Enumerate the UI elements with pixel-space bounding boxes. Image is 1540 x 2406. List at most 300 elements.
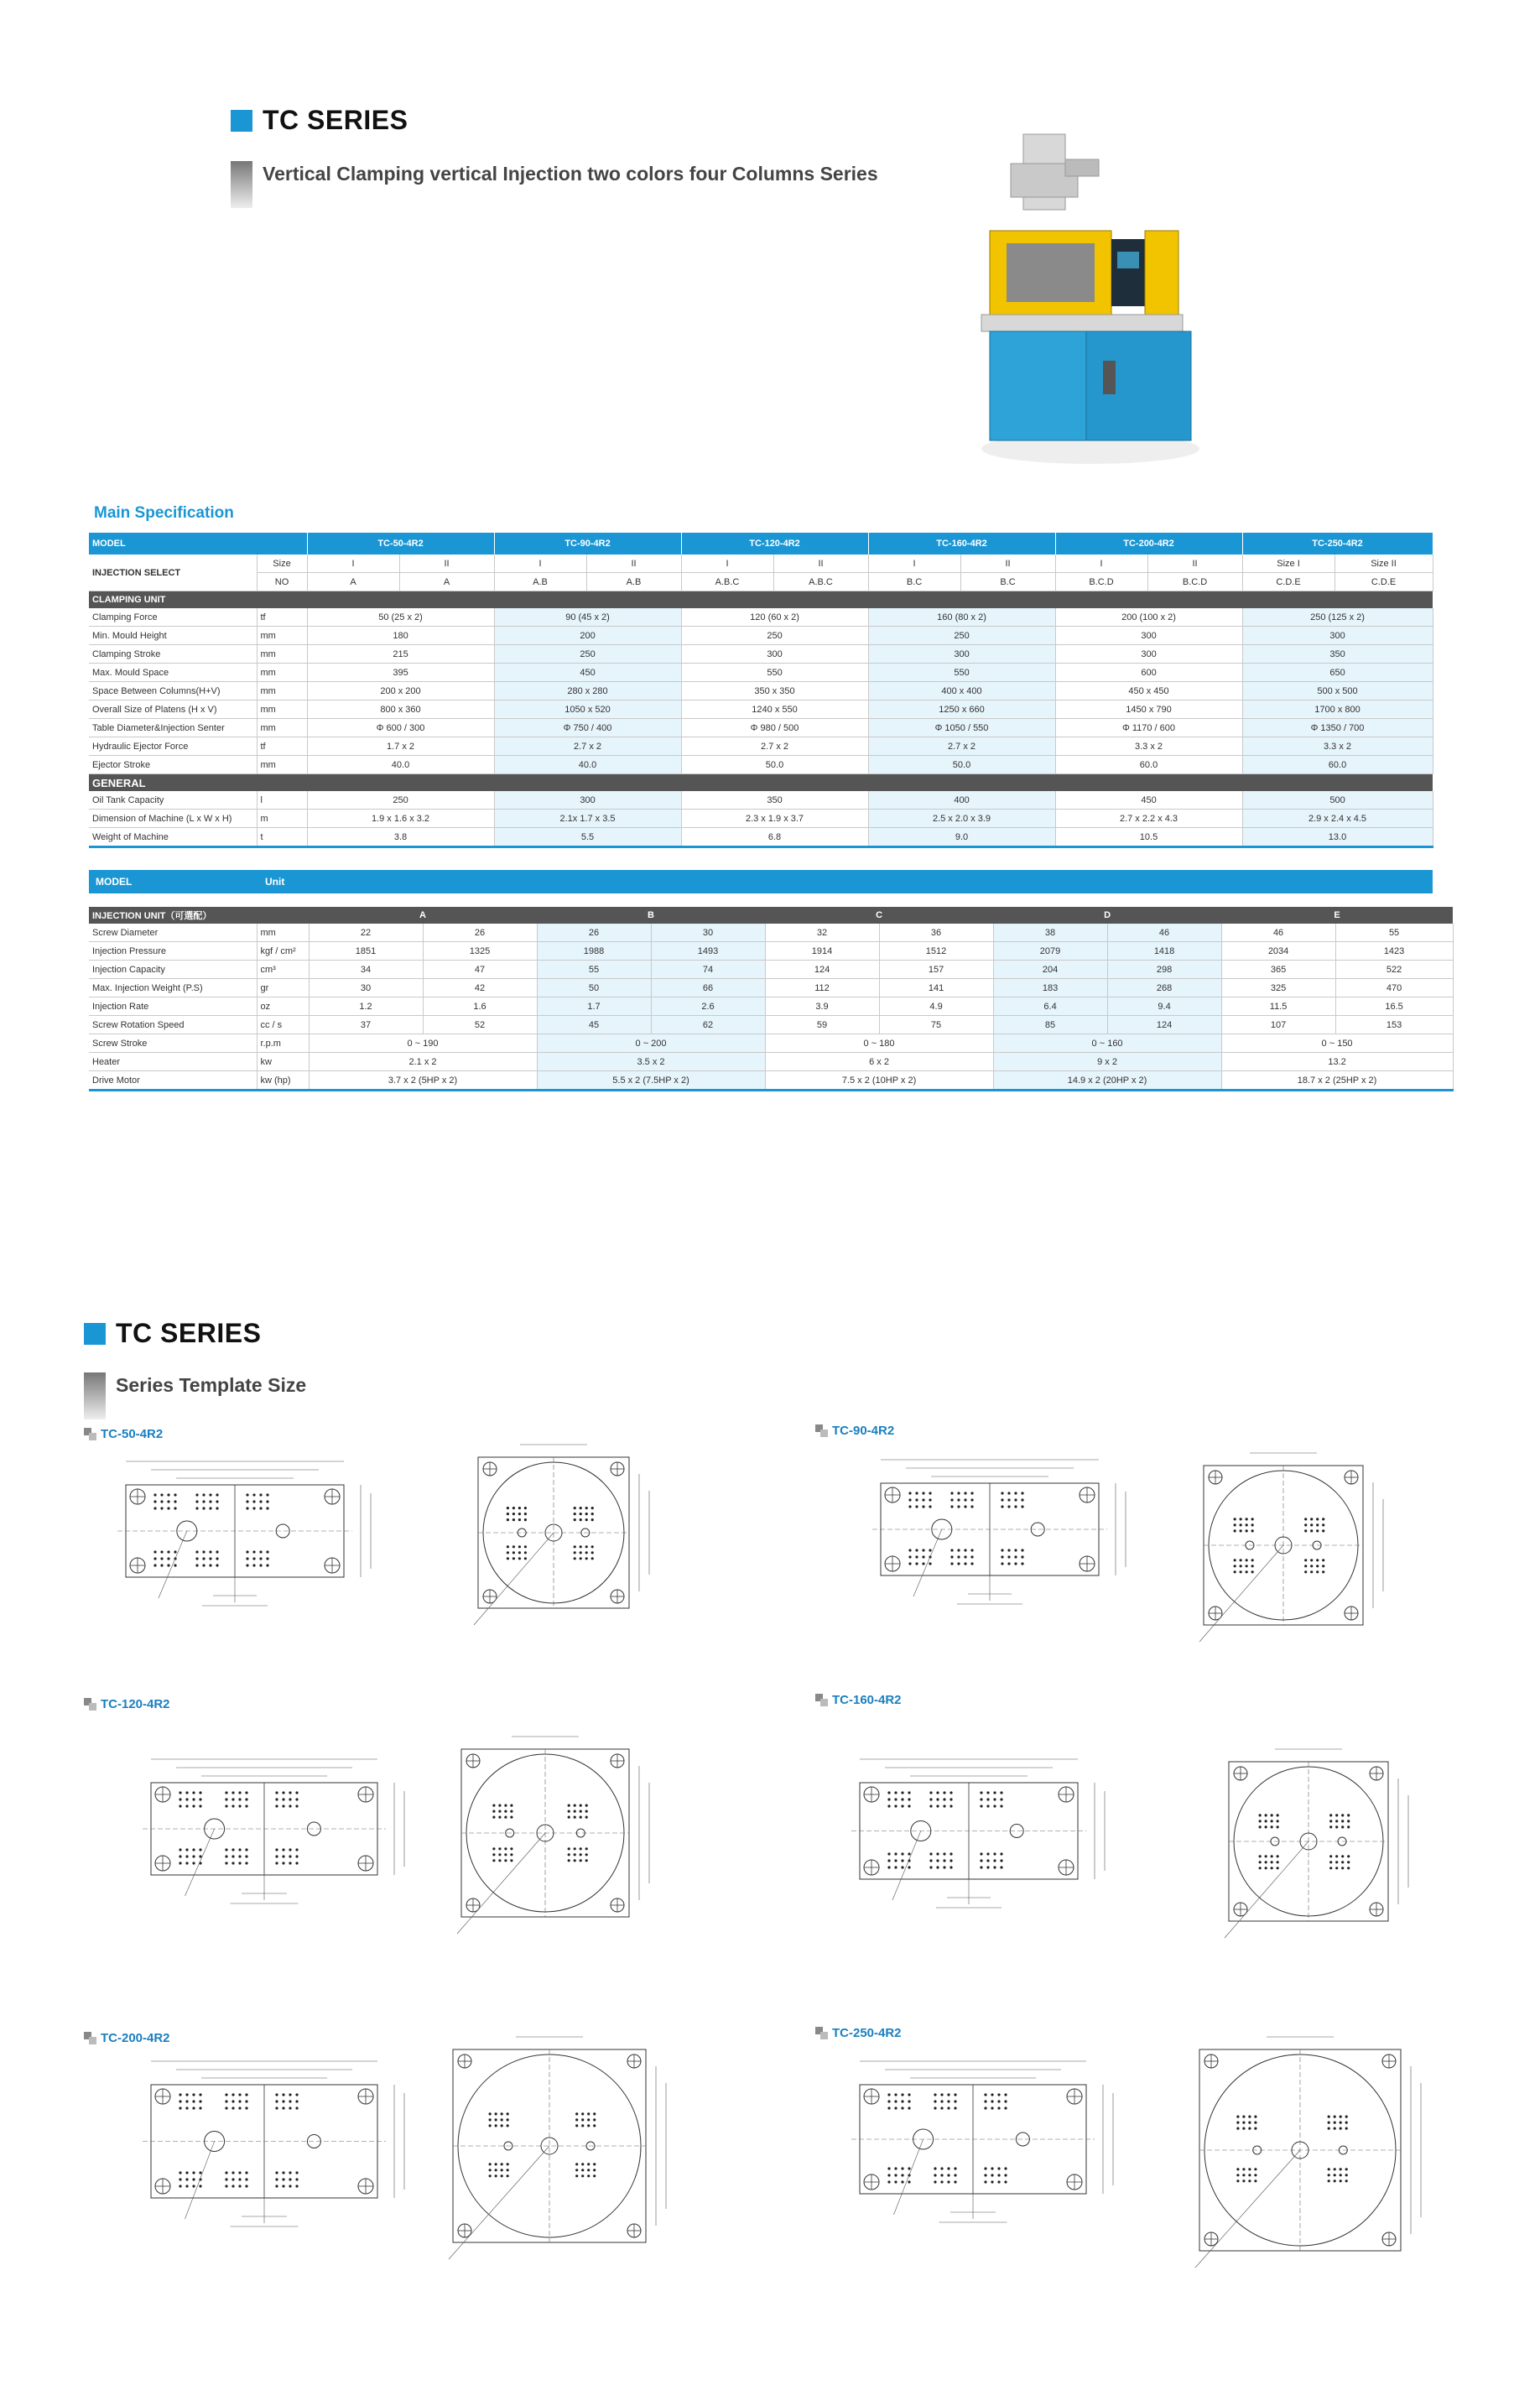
injection-value: 470 <box>1335 979 1453 997</box>
injection-value: 26 <box>537 924 651 942</box>
spec-value: 250 <box>307 791 494 810</box>
mould-hole <box>518 1545 521 1548</box>
mould-hole <box>1271 1867 1273 1869</box>
mould-hole <box>153 1493 156 1496</box>
mould-hole <box>289 1798 291 1800</box>
mould-hole <box>275 1798 278 1800</box>
mould-hole <box>1248 2122 1251 2124</box>
mould-hole <box>887 1859 890 1862</box>
mould-hole <box>574 1518 576 1521</box>
mould-hole <box>275 2107 278 2109</box>
size-cell: I <box>868 555 960 573</box>
mould-hole <box>894 1798 897 1800</box>
injection-value: 2079 <box>993 942 1107 961</box>
mould-hole <box>1248 2179 1251 2182</box>
group-header: A <box>309 907 537 924</box>
mould-hole <box>901 1859 903 1862</box>
mould-hole <box>289 1848 291 1851</box>
mould-hole <box>1001 1492 1003 1494</box>
spec-value: 400 <box>868 791 1055 810</box>
mould-hole <box>179 1798 181 1800</box>
mould-hole <box>507 2112 509 2115</box>
mould-hole <box>1251 1518 1254 1520</box>
injection-value: 1.7 <box>537 997 651 1016</box>
mould-hole <box>282 2107 284 2109</box>
mould-hole <box>498 1804 501 1807</box>
mould-hole <box>275 1855 278 1857</box>
mould-hole <box>1345 2174 1348 2176</box>
mould-hole <box>575 2124 578 2127</box>
mould-hole <box>501 2169 503 2171</box>
mould-hole <box>225 2185 227 2187</box>
injection-row <box>89 961 1453 979</box>
mould-hole <box>1277 1825 1279 1828</box>
mould-hole <box>1304 1565 1307 1567</box>
mould-hole <box>232 1798 234 1800</box>
mould-hole <box>1310 1570 1313 1573</box>
spec-value: 40.0 <box>307 756 494 774</box>
injection-row-unit: kw (hp) <box>257 1071 309 1091</box>
mould-hole <box>507 2169 509 2171</box>
mould-hole <box>492 1853 495 1856</box>
mould-hole <box>289 2185 291 2187</box>
mould-hole <box>574 1816 576 1819</box>
mould-hole <box>949 1791 952 1794</box>
drawing-bullet-icon <box>84 1698 97 1711</box>
mould-hole <box>295 1804 298 1807</box>
mould-hole <box>507 1557 509 1560</box>
spec-row <box>89 756 1433 774</box>
mould-hole <box>887 2174 890 2176</box>
mould-hole <box>209 1507 211 1509</box>
mould-hole <box>997 2174 1000 2176</box>
mould-hole <box>980 1852 982 1855</box>
injection-value: 325 <box>1221 979 1335 997</box>
mould-hole <box>174 1564 176 1566</box>
mould-hole <box>993 1804 996 1807</box>
mould-hole <box>908 1505 911 1508</box>
mould-hole <box>289 2107 291 2109</box>
mould-hole <box>1271 1820 1273 1822</box>
spec-value: 1.7 x 2 <box>307 737 494 756</box>
injection-value: 5.5 x 2 (7.5HP x 2) <box>537 1071 765 1091</box>
mould-hole <box>950 1555 953 1558</box>
spec-value: 300 <box>681 645 868 664</box>
spec-row-unit: mm <box>257 645 307 664</box>
spec-value: 450 <box>1055 791 1242 810</box>
section2-subheading <box>84 1372 306 1419</box>
drawing-label-tc90 <box>815 1424 894 1438</box>
injection-row-label: Injection Capacity <box>89 961 257 979</box>
injection-row-label: Injection Rate <box>89 997 257 1016</box>
mould-hole <box>1242 2179 1245 2182</box>
mould-hole <box>275 2100 278 2102</box>
mould-hole <box>209 1493 211 1496</box>
mould-hole <box>225 1848 227 1851</box>
mould-hole <box>947 2093 949 2096</box>
injection-row-unit: r.p.m <box>257 1034 309 1053</box>
mould-hole <box>160 1564 163 1566</box>
mould-hole <box>574 1557 576 1560</box>
mould-hole <box>593 2118 596 2121</box>
mould-hole <box>1328 2174 1330 2176</box>
spec-row <box>89 627 1433 645</box>
mould-hole <box>1329 1820 1332 1822</box>
spec-row-unit: mm <box>257 756 307 774</box>
mould-hole <box>940 2174 943 2176</box>
spec-value: 600 <box>1055 664 1242 682</box>
mould-hole <box>894 1804 897 1807</box>
injection-value: 55 <box>1335 924 1453 942</box>
mould-hole <box>1271 1861 1273 1863</box>
model-header: TC-250-4R2 <box>1242 533 1433 555</box>
mould-hole <box>943 1859 945 1862</box>
mould-hole <box>986 1791 989 1794</box>
mould-hole <box>574 1853 576 1856</box>
injection-value: 1.2 <box>309 997 423 1016</box>
mould-hole <box>524 1557 527 1560</box>
mould-hole <box>295 2185 298 2187</box>
mould-hole <box>1246 1570 1248 1573</box>
mould-hole <box>185 2107 188 2109</box>
mould-hole <box>1341 1820 1344 1822</box>
mould-hole <box>153 1500 156 1502</box>
mould-hole <box>1347 1814 1350 1816</box>
injection-value: 52 <box>423 1016 537 1034</box>
mould-hole <box>266 1507 268 1509</box>
mould-hole <box>209 1557 211 1560</box>
mould-hole <box>1259 1825 1262 1828</box>
mould-hole <box>492 1810 495 1813</box>
group-header: D <box>993 907 1221 924</box>
injection-row-unit: mm <box>257 924 309 942</box>
mould-hole <box>949 1852 952 1855</box>
mould-hole <box>957 1555 960 1558</box>
group-header: E <box>1221 907 1453 924</box>
leader-line <box>892 1831 921 1901</box>
mould-hole <box>1001 1505 1003 1508</box>
mould-hole <box>1240 1529 1242 1532</box>
mould-hole <box>266 1557 268 1560</box>
mould-hole <box>216 1500 218 1502</box>
spec-value: 1240 x 550 <box>681 700 868 719</box>
model-row <box>89 533 1433 555</box>
mould-hole <box>216 1507 218 1509</box>
mould-hole <box>495 2124 497 2127</box>
spec-value: Φ 1050 / 550 <box>868 719 1055 737</box>
spec-value: Φ 750 / 400 <box>494 719 681 737</box>
mould-hole <box>568 1853 570 1856</box>
mould-hole <box>591 1551 594 1554</box>
spec-value: 3.3 x 2 <box>1055 737 1242 756</box>
table-drawing-tc120 <box>445 1728 663 1955</box>
mould-hole <box>580 1551 582 1554</box>
mould-hole <box>901 1866 903 1868</box>
injection-value: 37 <box>309 1016 423 1034</box>
injection-row-label: Screw Stroke <box>89 1034 257 1053</box>
mould-hole <box>192 1862 195 1864</box>
spec-row <box>89 700 1433 719</box>
mould-hole <box>575 2174 578 2177</box>
mould-hole <box>1014 1562 1017 1565</box>
mould-hole <box>510 1847 512 1850</box>
mould-hole <box>964 1555 966 1558</box>
injection-value: 6 x 2 <box>765 1053 993 1071</box>
injection-row-unit: gr <box>257 979 309 997</box>
mould-hole <box>1234 1523 1236 1526</box>
mould-hole <box>934 2174 936 2176</box>
mould-hole <box>195 1557 198 1560</box>
mould-hole <box>1000 1866 1002 1868</box>
mould-hole <box>1236 2168 1239 2170</box>
injection-value: 3.5 x 2 <box>537 1053 765 1071</box>
spec-row-unit: l <box>257 791 307 810</box>
mould-hole <box>199 1798 201 1800</box>
mould-hole <box>1236 2127 1239 2130</box>
mould-hole <box>1242 2127 1245 2130</box>
mould-hole <box>245 2100 247 2102</box>
no-cell: C.D.E <box>1242 573 1334 591</box>
mould-hole <box>225 1804 227 1807</box>
spec-value: 250 <box>681 627 868 645</box>
mould-hole <box>1277 1820 1279 1822</box>
mould-hole <box>275 2171 278 2174</box>
spec-value: 2.5 x 2.0 x 3.9 <box>868 810 1055 828</box>
mould-hole <box>1265 1855 1267 1857</box>
mould-hole <box>980 1791 982 1794</box>
mould-hole <box>185 1804 188 1807</box>
mould-hole <box>199 2100 201 2102</box>
spec-value: 300 <box>494 791 681 810</box>
mould-hole <box>232 2178 234 2180</box>
mould-hole <box>954 2100 956 2102</box>
mould-hole <box>167 1557 169 1560</box>
mould-hole <box>1341 1861 1344 1863</box>
mould-hole <box>915 1492 918 1494</box>
mould-hole <box>282 2185 284 2187</box>
mould-hole <box>908 2107 910 2109</box>
platen-drawing-tc160 <box>843 1749 1120 1921</box>
mould-hole <box>970 1505 973 1508</box>
mould-hole <box>887 1791 890 1794</box>
model-unit-bar <box>89 870 1433 893</box>
model-header: TC-120-4R2 <box>681 533 868 555</box>
spec-value: 6.8 <box>681 828 868 847</box>
mould-hole <box>984 2174 986 2176</box>
spec-value: 13.0 <box>1242 828 1433 847</box>
mould-hole <box>936 1859 939 1862</box>
mould-hole <box>179 2107 181 2109</box>
injection-value: 1.6 <box>423 997 537 1016</box>
mould-hole <box>289 1855 291 1857</box>
mould-hole <box>1248 2168 1251 2170</box>
mould-hole <box>1340 2127 1342 2130</box>
mould-hole <box>587 2174 590 2177</box>
mould-hole <box>954 2167 956 2169</box>
spec-value: 50 (25 x 2) <box>307 608 494 627</box>
mould-hole <box>1271 1855 1273 1857</box>
injection-value: 13.2 <box>1221 1053 1453 1071</box>
spec-value: 10.5 <box>1055 828 1242 847</box>
mould-hole <box>160 1493 163 1496</box>
mould-hole <box>1004 2180 1007 2183</box>
mould-hole <box>507 2174 509 2177</box>
mould-hole <box>498 1847 501 1850</box>
mould-hole <box>518 1518 521 1521</box>
spec-row-label: Dimension of Machine (L x W x H) <box>89 810 257 828</box>
mould-hole <box>915 1555 918 1558</box>
mould-hole <box>934 2180 936 2183</box>
spec-value: 60.0 <box>1242 756 1433 774</box>
mould-hole <box>943 1866 945 1868</box>
mould-hole <box>492 1804 495 1807</box>
mould-hole <box>1000 1852 1002 1855</box>
injection-value: 11.5 <box>1221 997 1335 1016</box>
no-cell: B.C.D <box>1055 573 1147 591</box>
mould-hole <box>1316 1570 1319 1573</box>
mould-hole <box>593 2124 596 2127</box>
injection-value: 3.9 <box>765 997 879 1016</box>
injection-row-unit: cm³ <box>257 961 309 979</box>
injection-value: 74 <box>651 961 765 979</box>
mould-hole <box>1265 1814 1267 1816</box>
mould-hole <box>492 1859 495 1862</box>
mould-hole <box>580 1513 582 1515</box>
unit-bar-label: Unit <box>265 876 285 888</box>
mould-hole <box>266 1500 268 1502</box>
injection-row-label: Injection Pressure <box>89 942 257 961</box>
mould-hole <box>1277 1814 1279 1816</box>
mould-hole <box>282 1804 284 1807</box>
mould-hole <box>510 1810 512 1813</box>
mould-hole <box>245 2178 247 2180</box>
mould-hole <box>1316 1529 1319 1532</box>
mould-hole <box>587 2112 590 2115</box>
mould-hole <box>295 2107 298 2109</box>
mould-hole <box>887 1866 890 1868</box>
mould-hole <box>940 2100 943 2102</box>
mould-hole <box>1000 1791 1002 1794</box>
mould-hole <box>232 2100 234 2102</box>
mould-hole <box>1251 1565 1254 1567</box>
mould-hole <box>1341 1825 1344 1828</box>
mould-hole <box>1240 1565 1242 1567</box>
leader-line <box>1195 2150 1300 2268</box>
mould-hole <box>1347 1825 1350 1828</box>
injection-value: 47 <box>423 961 537 979</box>
injection-row <box>89 1053 1453 1071</box>
mould-hole <box>1277 1855 1279 1857</box>
spec-row <box>89 791 1433 810</box>
mould-hole <box>901 2100 903 2102</box>
mould-hole <box>908 1798 910 1800</box>
mould-hole <box>1335 1867 1338 1869</box>
mould-hole <box>252 1507 255 1509</box>
mould-hole <box>246 1493 248 1496</box>
spec-row-label: Hydraulic Ejector Force <box>89 737 257 756</box>
spec-value: 1050 x 520 <box>494 700 681 719</box>
mould-hole <box>587 2124 590 2127</box>
injection-value: 141 <box>879 979 993 997</box>
mould-hole <box>295 2100 298 2102</box>
mould-hole <box>1014 1505 1017 1508</box>
mould-hole <box>980 1866 982 1868</box>
injection-value: 1325 <box>423 942 537 961</box>
mould-hole <box>585 1810 588 1813</box>
mould-hole <box>970 1549 973 1551</box>
mould-hole <box>489 2163 492 2165</box>
mould-hole <box>1277 1867 1279 1869</box>
mould-hole <box>915 1505 918 1508</box>
mould-hole <box>282 1798 284 1800</box>
injection-value: 34 <box>309 961 423 979</box>
injection-value: 38 <box>993 924 1107 942</box>
mould-hole <box>574 1513 576 1515</box>
mould-hole <box>512 1551 515 1554</box>
mould-hole <box>498 1810 501 1813</box>
mould-hole <box>282 2093 284 2096</box>
mould-hole <box>986 1798 989 1800</box>
machine-image <box>973 126 1208 470</box>
spec-row-label: Max. Mould Space <box>89 664 257 682</box>
mould-hole <box>922 1492 924 1494</box>
mould-hole <box>489 2124 492 2127</box>
mould-hole <box>984 2100 986 2102</box>
mould-hole <box>245 2171 247 2174</box>
mould-hole <box>185 2100 188 2102</box>
spec-value: 215 <box>307 645 494 664</box>
no-cell: B.C.D <box>1147 573 1242 591</box>
injection-row <box>89 1016 1453 1034</box>
mould-hole <box>504 1816 507 1819</box>
mould-hole <box>192 1791 195 1794</box>
mould-hole <box>1014 1498 1017 1501</box>
mould-hole <box>1322 1523 1324 1526</box>
mould-hole <box>507 1545 509 1548</box>
mould-hole <box>195 1507 198 1509</box>
spec-value: 200 (100 x 2) <box>1055 608 1242 627</box>
mould-hole <box>1259 1867 1262 1869</box>
mould-hole <box>1304 1518 1307 1520</box>
mould-hole <box>908 2100 910 2102</box>
injection-row-label: Heater <box>89 1053 257 1071</box>
spec-value: 1250 x 660 <box>868 700 1055 719</box>
mould-hole <box>1345 2179 1348 2182</box>
mould-hole <box>167 1564 169 1566</box>
mould-hole <box>195 1550 198 1553</box>
mould-hole <box>1304 1529 1307 1532</box>
mould-hole <box>947 2180 949 2183</box>
injection-value: 2.1 x 2 <box>309 1053 537 1071</box>
mould-hole <box>524 1513 527 1515</box>
mould-hole <box>1240 1523 1242 1526</box>
mould-hole <box>179 2171 181 2174</box>
mould-hole <box>295 1798 298 1800</box>
mould-hole <box>1007 1492 1010 1494</box>
mould-hole <box>1316 1565 1319 1567</box>
injection-value: 2.6 <box>651 997 765 1016</box>
mould-hole <box>984 2107 986 2109</box>
mould-hole <box>1340 2174 1342 2176</box>
mould-hole <box>887 2180 890 2183</box>
mould-hole <box>929 1852 932 1855</box>
spec-value: 2.7 x 2 <box>868 737 1055 756</box>
model-header: TC-200-4R2 <box>1055 533 1242 555</box>
mould-hole <box>199 2093 201 2096</box>
mould-hole <box>185 2171 188 2174</box>
mould-hole <box>997 2167 1000 2169</box>
mould-hole <box>238 2093 241 2096</box>
